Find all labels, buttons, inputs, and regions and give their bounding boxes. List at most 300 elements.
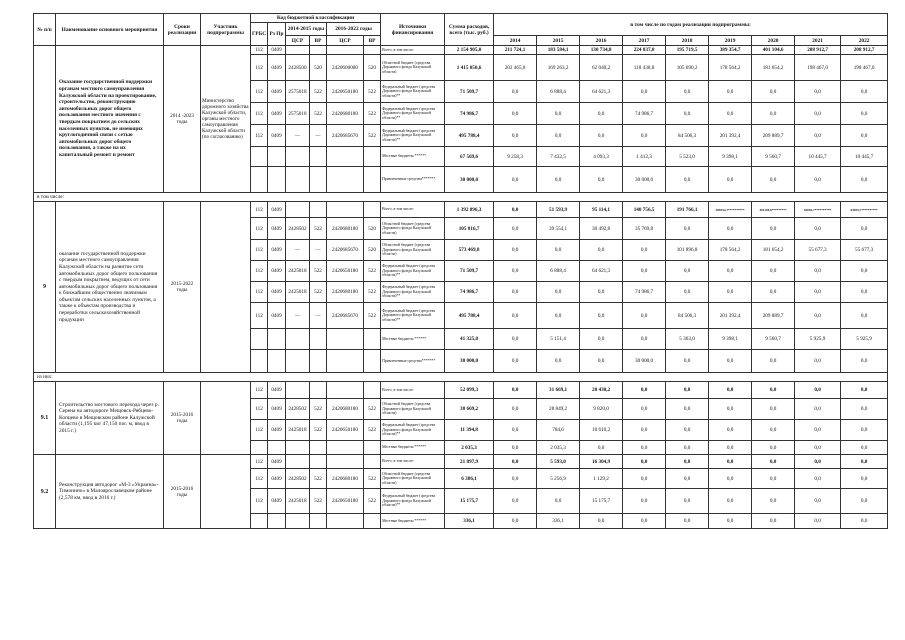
- year-value-cell: 0,0: [795, 167, 841, 193]
- rzpr-cell: 0409: [268, 46, 286, 55]
- header-sum: Сумма расходов, всего (тыс. руб.): [445, 14, 494, 46]
- year-value-cell: 0,0: [795, 81, 841, 103]
- year-value-cell: 0,0: [623, 81, 666, 103]
- vr-cell: 520: [364, 55, 381, 81]
- header-participant: Участник подпрограммы: [201, 14, 251, 46]
- year-value-cell: 0,0: [841, 218, 888, 240]
- sum-cell: 30 000,0: [445, 167, 494, 193]
- vr-cell: 522: [364, 282, 381, 303]
- year-value-cell: 118 438,8: [623, 55, 666, 81]
- year-value-cell: 0,0: [795, 455, 841, 469]
- year-value-cell: 0,0: [752, 489, 795, 514]
- grbs-cell: 112: [251, 303, 268, 329]
- source-cell: Областной бюджет (средства Дорожного фонда Калужской области): [381, 399, 445, 420]
- source-cell: Всего, в том числе:: [381, 202, 445, 218]
- vr-cell: [364, 441, 381, 455]
- table-row: [34, 202, 888, 218]
- year-value-cell: 0,0: [841, 469, 888, 489]
- year-value-cell: 9 560,7: [752, 147, 795, 167]
- year-value-cell: 784,6: [537, 420, 580, 441]
- year-value-cell: 0,0: [494, 103, 537, 125]
- year-value-cell: 0,0: [580, 441, 623, 455]
- year-value-cell: 0,0: [537, 489, 580, 514]
- sum-cell: 11 394,8: [445, 420, 494, 441]
- year-value-cell: 0,0: [623, 441, 666, 455]
- vr-cell: [364, 514, 381, 529]
- csr-cell: 2425018: [286, 420, 310, 441]
- rzpr-cell: [268, 167, 286, 193]
- year-value-cell: 183 584,1: [537, 46, 580, 55]
- csr-cell: [327, 514, 364, 529]
- year-value-cell: 195 719,5: [666, 46, 709, 55]
- csr-cell: 2420680180: [327, 282, 364, 303]
- year-value-cell: 0,0: [841, 420, 888, 441]
- section-separator-row: [34, 373, 888, 382]
- source-cell: Областной бюджет (средства Дорожного фонда Калужской области): [381, 469, 445, 489]
- csr-cell: 2420685670: [327, 240, 364, 261]
- year-value-cell: 0,0: [666, 350, 709, 373]
- year-value-cell: 5 925,9: [795, 329, 841, 350]
- grbs-cell: 112: [251, 455, 268, 469]
- year-value-cell: 0,0: [752, 399, 795, 420]
- measure-name: оказание государственной поддержки органам местного самоуправления Калужской области на развитие сети автомобильных дорог общего пользования с твердым покрытием, ведущих от сети автомобильных дорог общего пользования к ближайшим общественно значимым объектам сельских населенных пунктов, а также к объектам производства и переработки сельскохозяйственной продукции: [56, 202, 164, 373]
- rzpr-cell: 0409: [268, 303, 286, 329]
- csr-cell: 2420680180: [327, 103, 364, 125]
- year-value-cell: 0,0: [537, 350, 580, 373]
- year-value-cell: 5 363,0: [666, 329, 709, 350]
- year-value-cell: 336,1: [537, 514, 580, 529]
- year-value-cell: 0,0: [841, 399, 888, 420]
- year-value-cell: 181 654,2: [752, 55, 795, 81]
- csr-cell: [286, 441, 310, 455]
- year-value-cell: 0,0: [795, 469, 841, 489]
- header-budget-code: Код бюджетной классификации: [251, 14, 381, 23]
- year-value-cell: 0,0: [494, 303, 537, 329]
- sum-cell: 30 000,0: [445, 350, 494, 373]
- year-value-cell: 209 889,7: [752, 303, 795, 329]
- csr-cell: [327, 455, 364, 469]
- vr-cell: 522: [364, 81, 381, 103]
- year-value-cell: 0,0: [666, 382, 709, 399]
- year-value-cell: 181 654,2: [752, 240, 795, 261]
- year-value-cell: 0,0: [841, 81, 888, 103]
- year-value-cell: 0,0: [666, 420, 709, 441]
- year-value-cell: 84 506,3: [666, 303, 709, 329]
- year-value-cell: 0,0: [709, 420, 752, 441]
- year-value-cell: 0,0: [623, 382, 666, 399]
- sum-cell: 67 569,6: [445, 147, 494, 167]
- year-value-cell: 224 837,8: [623, 46, 666, 55]
- vr-cell: —: [310, 125, 327, 147]
- year-value-cell: 0,0: [795, 282, 841, 303]
- vr-cell: 522: [310, 282, 327, 303]
- source-cell: Всего, в том числе:: [381, 46, 445, 55]
- year-value-cell: 0,0: [537, 125, 580, 147]
- year-value-cell: 0,0: [623, 329, 666, 350]
- header-years-title: в том числе по годам реализации подпрограммы:: [494, 14, 888, 36]
- year-value-cell: 0,0: [623, 303, 666, 329]
- year-value-cell: 9 820,0: [580, 399, 623, 420]
- table-row: [34, 455, 888, 469]
- year-value-cell: 0,0: [494, 350, 537, 373]
- year-value-cell: 9 560,7: [752, 329, 795, 350]
- sum-cell: 573 469,8: [445, 240, 494, 261]
- csr-cell: 2425018: [286, 489, 310, 514]
- source-cell: Федеральный бюджет (средства Дорожного фонда Калужской области)**: [381, 282, 445, 303]
- vr-cell: 520: [310, 55, 327, 81]
- year-value-cell: 55 677,3: [795, 240, 841, 261]
- vr-cell: 522: [364, 261, 381, 282]
- sum-cell: 1 392 896,3: [445, 202, 494, 218]
- year-value-cell: 95 114,1: [580, 202, 623, 218]
- source-cell: Областной бюджет (средства Дорожного фонда Калужской области): [381, 218, 445, 240]
- year-value-cell: 0,0: [666, 469, 709, 489]
- year-value-cell: 0,0: [709, 399, 752, 420]
- measure-name: Оказание государственной поддержки органам местного самоуправления Калужской области на проектирование, строительство, реконструкцию автомобильных дорог общего пользования местного значения с твердым покрытием до сельских населенных пунктов, не имеющих круглогодичной связи с сетью автомобильных дорог общего пользования, а также на их капитальный ремонт и ремонт: [56, 46, 164, 193]
- year-value-cell: 201 392,4: [709, 125, 752, 147]
- vr-cell: [310, 329, 327, 350]
- year-value-cell: 0,0: [709, 81, 752, 103]
- year-value-cell: 63055,7**********: [795, 202, 841, 218]
- year-value-cell: 0,0: [666, 441, 709, 455]
- vr-cell: 522: [310, 489, 327, 514]
- year-value-cell: 15 175,7: [580, 489, 623, 514]
- year-value-cell: 0,0: [494, 514, 537, 529]
- grbs-cell: 112: [251, 261, 268, 282]
- header-source: Источники финансирования: [381, 14, 445, 46]
- header-year: 2014: [494, 36, 537, 46]
- csr-cell: 2425018: [286, 261, 310, 282]
- vr-cell: [310, 455, 327, 469]
- vr-cell: [310, 202, 327, 218]
- year-value-cell: 7 432,5: [537, 147, 580, 167]
- year-value-cell: 0,0: [494, 282, 537, 303]
- year-value-cell: 0,0: [795, 103, 841, 125]
- year-value-cell: 4 093,3: [580, 147, 623, 167]
- rzpr-cell: [268, 329, 286, 350]
- header-vr: ВР: [364, 36, 381, 46]
- measure-name: Реконструкция автодорог «М-3 «Украина»-Тимонино» в Малоярославецком районе (2,578 км, ввод в 2016 г.): [56, 455, 164, 529]
- vr-cell: [364, 455, 381, 469]
- year-value-cell: 0,0: [795, 382, 841, 399]
- vr-cell: 522: [310, 399, 327, 420]
- grbs-cell: 112: [251, 382, 268, 399]
- terms-cell: 2015-2016 годы: [164, 455, 201, 529]
- year-value-cell: 9 398,1: [709, 329, 752, 350]
- rzpr-cell: 0409: [268, 469, 286, 489]
- csr-cell: 2428502: [286, 399, 310, 420]
- year-value-cell: 0,0: [841, 350, 888, 373]
- header-year: 2021: [795, 36, 841, 46]
- csr-cell: [327, 382, 364, 399]
- year-value-cell: 0,0: [841, 167, 888, 193]
- year-value-cell: 0,0: [795, 420, 841, 441]
- year-value-cell: 101 896,8: [666, 240, 709, 261]
- header-2014-2015: 2014-2015 годы: [286, 23, 327, 36]
- csr-cell: [286, 167, 310, 193]
- year-value-cell: 39 554,1: [537, 218, 580, 240]
- year-value-cell: 0,0: [752, 218, 795, 240]
- year-value-cell: 0,0: [841, 489, 888, 514]
- section-separator-row: [34, 193, 888, 202]
- header-2016-2022: 2016-2022 годы: [327, 23, 381, 36]
- year-value-cell: 198 467,0: [795, 55, 841, 81]
- year-value-cell: 0,0: [537, 103, 580, 125]
- year-value-cell: 0,0: [752, 469, 795, 489]
- rzpr-cell: [268, 441, 286, 455]
- year-value-cell: 0,0: [841, 103, 888, 125]
- year-value-cell: 0,0: [752, 103, 795, 125]
- source-cell: Местные бюджеты ******: [381, 329, 445, 350]
- csr-cell: [286, 350, 310, 373]
- csr-cell: 2420650180: [327, 81, 364, 103]
- terms-cell: 2014 -2023 годы: [164, 46, 201, 193]
- csr-cell: [327, 350, 364, 373]
- year-value-cell: 5 593,0: [537, 455, 580, 469]
- budget-table: [33, 13, 888, 529]
- year-value-cell: 0,0: [752, 81, 795, 103]
- csr-cell: 2575018: [286, 103, 310, 125]
- source-cell: Федеральный бюджет (средства Дорожного фонда Калужской области)**: [381, 489, 445, 514]
- vr-cell: [364, 202, 381, 218]
- header-no: № п/п: [34, 14, 56, 46]
- rzpr-cell: 0409: [268, 420, 286, 441]
- grbs-cell: 112: [251, 489, 268, 514]
- header-year: 2020: [752, 36, 795, 46]
- source-cell: Федеральный бюджет (средства Дорожного фонда Калужской области)**: [381, 103, 445, 125]
- year-value-cell: 0,0: [709, 167, 752, 193]
- source-cell: Федеральный бюджет (средства Дорожного фонда Калужской области)**: [381, 81, 445, 103]
- year-value-cell: 1 412,3: [623, 147, 666, 167]
- participant-cell: [201, 382, 251, 455]
- csr-cell: 2420600000: [327, 55, 364, 81]
- terms-cell: 2015-2016 годы: [164, 382, 201, 455]
- measure-name: Строительство мостового перехода через р. Серена на автодороге Мещовск-Рябцево-Копцево в Мещовском районе Калужской области (1,195 км/ 47,150 пог. м, ввод в 2015 г.): [56, 382, 164, 455]
- sum-cell: 6 386,1: [445, 469, 494, 489]
- year-value-cell: 0,0: [795, 399, 841, 420]
- year-value-cell: 0,0: [494, 240, 537, 261]
- year-value-cell: 84 506,3: [666, 125, 709, 147]
- year-value-cell: 30 000,0: [623, 350, 666, 373]
- year-value-cell: 0,0: [666, 103, 709, 125]
- csr-cell: [327, 441, 364, 455]
- csr-cell: [286, 382, 310, 399]
- year-value-cell: 0,0: [666, 399, 709, 420]
- participant-cell: [201, 202, 251, 373]
- year-value-cell: 0,0: [709, 282, 752, 303]
- header-csr: ЦСР: [286, 36, 310, 46]
- csr-cell: [286, 455, 310, 469]
- csr-cell: [327, 46, 364, 55]
- year-value-cell: 0,0: [752, 382, 795, 399]
- csr-cell: 2420680180: [327, 399, 364, 420]
- csr-cell: —: [286, 240, 310, 261]
- year-value-cell: 5 523,0: [666, 147, 709, 167]
- vr-cell: [310, 46, 327, 55]
- year-value-cell: 105 690,2: [666, 55, 709, 81]
- vr-cell: 522: [364, 303, 381, 329]
- header-terms: Сроки реализации: [164, 14, 201, 46]
- vr-cell: [310, 382, 327, 399]
- year-value-cell: 0,0: [795, 441, 841, 455]
- year-value-cell: 10 610,2: [580, 420, 623, 441]
- year-value-cell: 0,0: [841, 441, 888, 455]
- sum-cell: 105 816,7: [445, 218, 494, 240]
- csr-cell: [327, 202, 364, 218]
- source-cell: Привлеченные средства*******: [381, 167, 445, 193]
- year-value-cell: 55 677,3: [841, 240, 888, 261]
- csr-cell: [286, 329, 310, 350]
- year-value-cell: 74 986,7: [623, 103, 666, 125]
- year-value-cell: 0,0: [623, 514, 666, 529]
- vr-cell: [310, 167, 327, 193]
- year-value-cell: 0,0: [709, 469, 752, 489]
- year-value-cell: 0,0: [752, 441, 795, 455]
- year-value-cell: 0,0: [666, 218, 709, 240]
- csr-cell: 2420685670: [327, 303, 364, 329]
- year-value-cell: 0,0: [709, 489, 752, 514]
- year-value-cell: 0,0: [795, 261, 841, 282]
- year-value-cell: 0,0: [580, 303, 623, 329]
- rzpr-cell: [268, 350, 286, 373]
- year-value-cell: 0,0: [841, 282, 888, 303]
- year-value-cell: 0,0: [841, 261, 888, 282]
- csr-cell: [286, 147, 310, 167]
- year-value-cell: 0,0: [623, 420, 666, 441]
- year-value-cell: 0,0: [795, 350, 841, 373]
- csr-cell: [327, 147, 364, 167]
- csr-cell: 2420685670: [327, 125, 364, 147]
- csr-cell: [286, 46, 310, 55]
- sum-cell: 71 509,7: [445, 81, 494, 103]
- year-value-cell: 0,0: [623, 240, 666, 261]
- year-value-cell: 10 445,7: [841, 147, 888, 167]
- year-value-cell: 401104,6*********: [752, 202, 795, 218]
- header-year: 2015: [537, 36, 580, 46]
- year-value-cell: 201 392,4: [709, 303, 752, 329]
- year-value-cell: 208 912,7: [841, 46, 888, 55]
- year-value-cell: 130 734,8: [580, 46, 623, 55]
- year-value-cell: 28 849,2: [537, 399, 580, 420]
- sum-cell: 2 035,3: [445, 441, 494, 455]
- year-value-cell: 64 621,3: [580, 81, 623, 103]
- source-cell: Привлеченные средства*******: [381, 350, 445, 373]
- year-value-cell: 389 354,7: [709, 46, 752, 55]
- sum-cell: 38 669,2: [445, 399, 494, 420]
- grbs-cell: [251, 147, 268, 167]
- year-value-cell: 0,0: [623, 469, 666, 489]
- year-value-cell: 0,0: [580, 125, 623, 147]
- year-value-cell: 35 769,8: [623, 218, 666, 240]
- year-value-cell: 0,0: [709, 514, 752, 529]
- sum-cell: 52 099,3: [445, 382, 494, 399]
- year-value-cell: 0,0: [795, 303, 841, 329]
- rzpr-cell: 0409: [268, 282, 286, 303]
- grbs-cell: 112: [251, 81, 268, 103]
- source-cell: Всего, в том числе:: [381, 455, 445, 469]
- year-value-cell: 0,0: [623, 261, 666, 282]
- year-value-cell: 211 724,1: [494, 46, 537, 55]
- year-value-cell: 64 621,3: [580, 261, 623, 282]
- header-csr: ЦСР: [327, 36, 364, 46]
- budget-document-page: [33, 13, 886, 529]
- source-cell: Областной бюджет (средства Дорожного фонда Калужской области): [381, 55, 445, 81]
- header-year: 2019: [709, 36, 752, 46]
- vr-cell: —: [310, 240, 327, 261]
- row-number: [34, 46, 56, 193]
- rzpr-cell: 0409: [268, 455, 286, 469]
- year-value-cell: 0,0: [841, 514, 888, 529]
- csr-cell: 2420650180: [327, 420, 364, 441]
- grbs-cell: 112: [251, 399, 268, 420]
- sum-cell: 495 788,4: [445, 125, 494, 147]
- year-value-cell: 0,0: [709, 261, 752, 282]
- sum-cell: 1 415 050,6: [445, 55, 494, 81]
- year-value-cell: 0,0: [752, 167, 795, 193]
- year-value-cell: 63055,7**********: [841, 202, 888, 218]
- header-year: 2017: [623, 36, 666, 46]
- year-value-cell: 10 445,7: [795, 147, 841, 167]
- vr-cell: 522: [310, 420, 327, 441]
- vr-cell: [310, 350, 327, 373]
- year-value-cell: 5 925,9: [841, 329, 888, 350]
- year-value-cell: 0,0: [841, 382, 888, 399]
- year-value-cell: 0,0: [537, 167, 580, 193]
- csr-cell: [286, 202, 310, 218]
- year-value-cell: 9 398,1: [709, 147, 752, 167]
- year-value-cell: 0,0: [752, 455, 795, 469]
- sum-cell: 2 154 905,0: [445, 46, 494, 55]
- year-value-cell: 169 263,2: [537, 55, 580, 81]
- sum-cell: 495 788,4: [445, 303, 494, 329]
- year-value-cell: 0,0: [709, 103, 752, 125]
- rzpr-cell: 0409: [268, 125, 286, 147]
- sum-cell: 336,1: [445, 514, 494, 529]
- year-value-cell: 0,0: [666, 261, 709, 282]
- source-cell: Всего, в том числе:: [381, 382, 445, 399]
- sum-cell: 15 175,7: [445, 489, 494, 514]
- sum-cell: 41 325,0: [445, 329, 494, 350]
- grbs-cell: 112: [251, 240, 268, 261]
- year-value-cell: 0,0: [537, 303, 580, 329]
- grbs-cell: [251, 514, 268, 529]
- year-value-cell: 0,0: [537, 282, 580, 303]
- header-rzpr: Рз Пр: [268, 23, 286, 46]
- vr-cell: [364, 350, 381, 373]
- rzpr-cell: 0409: [268, 240, 286, 261]
- header-vr: ВР: [310, 36, 327, 46]
- table-row: [34, 382, 888, 399]
- vr-cell: 522: [364, 469, 381, 489]
- year-value-cell: 0,0: [494, 420, 537, 441]
- csr-cell: 2420680180: [327, 218, 364, 240]
- year-value-cell: 20 430,2: [580, 382, 623, 399]
- year-value-cell: 0,0: [494, 167, 537, 193]
- year-value-cell: 74 986,7: [623, 282, 666, 303]
- vr-cell: 522: [310, 469, 327, 489]
- year-value-cell: 0,0: [580, 329, 623, 350]
- year-value-cell: 0,0: [580, 167, 623, 193]
- source-cell: Областной бюджет (средства Дорожного фонда Калужской области): [381, 240, 445, 261]
- grbs-cell: 112: [251, 125, 268, 147]
- year-value-cell: 0,0: [841, 303, 888, 329]
- year-value-cell: 0,0: [752, 350, 795, 373]
- csr-cell: [286, 514, 310, 529]
- header-grbs: ГРБС: [251, 23, 268, 46]
- year-value-cell: 0,0: [795, 489, 841, 514]
- year-value-cell: 191 766,1: [666, 202, 709, 218]
- vr-cell: 522: [310, 81, 327, 103]
